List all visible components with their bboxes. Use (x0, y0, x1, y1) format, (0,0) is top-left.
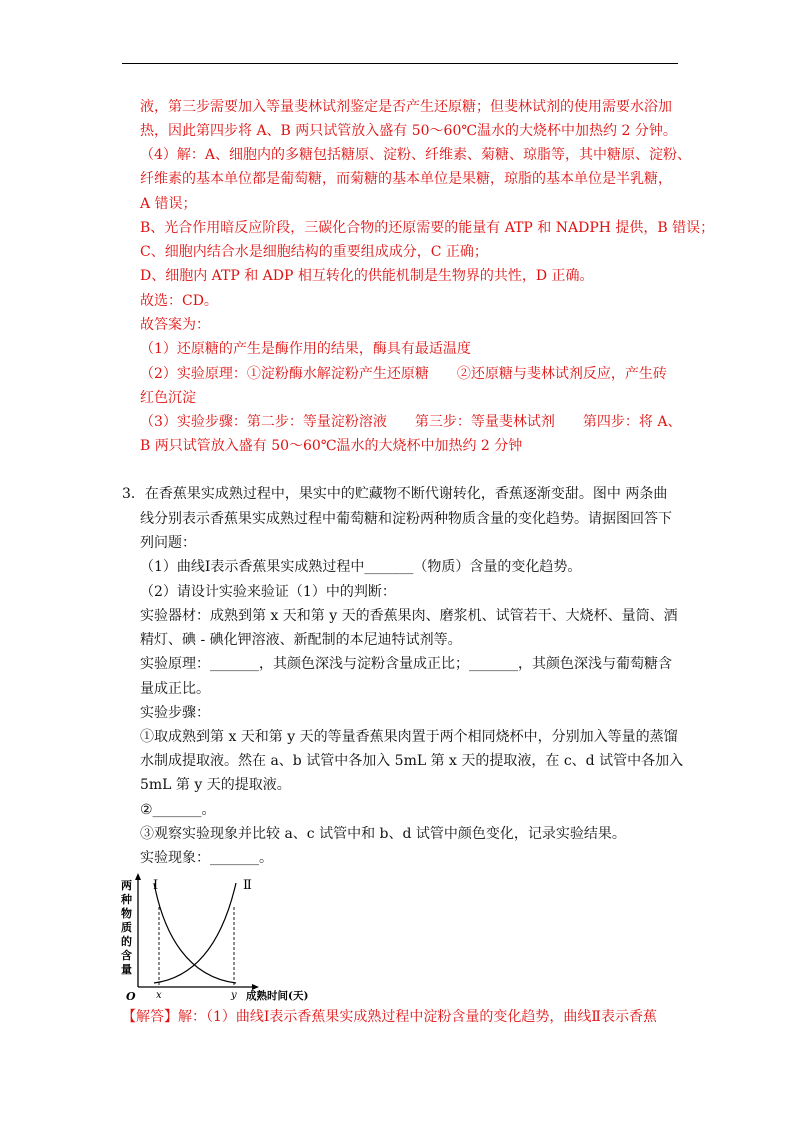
y-axis-label-char: 物 (121, 907, 132, 920)
solution-text: 解：（1）曲线Ⅰ表示香蕉果实成熟过程中淀粉含量的变化趋势，曲线Ⅱ表示香蕉 (178, 1009, 657, 1025)
curve-1 (154, 883, 236, 983)
origin-label: O (126, 990, 136, 1003)
y-axis-label-char: 两 (121, 879, 132, 892)
question-line: 精灯、碘 - 碘化钾溶液、新配制的本尼迪特试剂等。 (140, 632, 462, 648)
question-line: 实验原理：_______，其颜色深浅与淀粉含量成正比；_______，其颜色深浅与葡萄糖含 (140, 656, 672, 672)
question-line: 线分别表示香蕉果实成熟过程中葡萄糖和淀粉两种物质含量的变化趋势。请据图回答下 (140, 511, 672, 527)
answer-line: 故答案为： (140, 317, 210, 333)
question-line: 3．在香蕉果实成熟过程中，果实中的贮藏物不断代谢转化，香蕉逐渐变甜。图中 两条曲 (122, 486, 668, 502)
question-line: ②_______。 (140, 802, 216, 818)
question-line: 量成正比。 (140, 681, 210, 697)
question-line: 实验器材：成熟到第 x 天和第 y 天的香蕉果肉、磨浆机、试管若干、大烧杯、量筒、酒 (140, 608, 678, 624)
answer-line: （3）实验步骤：第二步：等量淀粉溶液 第三步：等量斐林试剂 第四步：将 A、 (140, 414, 682, 430)
curve-1-label: Ⅰ (153, 878, 159, 893)
y-axis-label-char: 种 (121, 893, 132, 906)
question-line: 实验步骤： (140, 705, 210, 721)
answer-line: 纤维素的基本单位都是葡萄糖，而菊糖的基本单位是果糖，琼脂的基本单位是半乳糖， (140, 171, 672, 187)
y-axis-label-char: 质 (121, 921, 132, 934)
answer-line: 红色沉淀 (140, 390, 196, 406)
x-marker-label: x (156, 990, 162, 1001)
y-axis-arrow (135, 873, 141, 880)
answer-line: A 错误； (140, 196, 197, 212)
answer-line: （1）还原糖的产生是酶作用的结果，酶具有最适温度 (140, 341, 471, 357)
curve-2-label: Ⅱ (243, 878, 252, 893)
answer-line: （2）实验原理：①淀粉酶水解淀粉产生还原糖 ②还原糖与斐林试剂反应，产生砖 (140, 366, 667, 382)
question-line: 实验现象：_______。 (140, 850, 273, 866)
answer-line: D、细胞内 ATP 和 ADP 相互转化的供能机制是生物界的共性，D 正确。 (140, 268, 594, 284)
answer-line: （4）解：A、细胞内的多糖包括糖原、淀粉、纤维素、菊糖、琼脂等，其中糖原、淀粉、 (140, 147, 692, 163)
y-axis-label-char: 含 (121, 949, 132, 962)
y-axis-label-char: 的 (121, 935, 132, 948)
question-line: ①取成熟到第 x 天和第 y 天的等量香蕉果肉置于两个相同烧杯中，分别加入等量的蒸馏 (140, 729, 678, 745)
answer-line: B、光合作用暗反应阶段，三碳化合物的还原需要的能量有 ATP 和 NADPH 提供，B 错误； (140, 220, 715, 236)
solution-tag: 【解答】 (122, 1009, 178, 1025)
solution-line (122, 1007, 657, 1027)
answer-line: C、细胞内结合水是细胞结构的重要组成成分，C 正确； (140, 244, 488, 260)
answer-line: 故选：CD。 (140, 293, 218, 309)
header-rule (122, 63, 678, 64)
answer-line: B 两只试管放入盛有 50～60℃温水的大烧杯中加热约 2 分钟 (140, 438, 523, 454)
curve-2 (154, 883, 236, 983)
y-axis-label-char: 量 (121, 963, 132, 976)
question-line: ③观察实验现象并比较 a、c 试管中和 b、d 试管中颜色变化，记录实验结果。 (140, 826, 626, 842)
x-axis-label: 成熟时间(天) (246, 990, 309, 1002)
question-line: 5mL 第 y 天的提取液。 (140, 777, 291, 793)
question-line: 水制成提取液。然在 a、b 试管中各加入 5mL 第 x 天的提取液，在 c、d 试管中各加入 (140, 753, 684, 769)
y-marker-label: y (231, 990, 237, 1001)
question-line: （2）请设计实验来验证（1）中的判断： (140, 584, 396, 600)
answer-line: 热，因此第四步将 A、B 两只试管放入盛有 50～60℃温水的大烧杯中加热约 2 分钟。 (140, 123, 677, 139)
answer-line: 液，第三步需要加入等量斐林试剂鉴定是否产生还原糖；但斐林试剂的使用需要水浴加 (140, 99, 672, 115)
question-line: 列问题： (140, 535, 196, 551)
question-line: （1）曲线Ⅰ表示香蕉果实成熟过程中_______（物质）含量的变化趋势。 (140, 559, 582, 575)
content-curve-diagram (118, 873, 328, 1008)
